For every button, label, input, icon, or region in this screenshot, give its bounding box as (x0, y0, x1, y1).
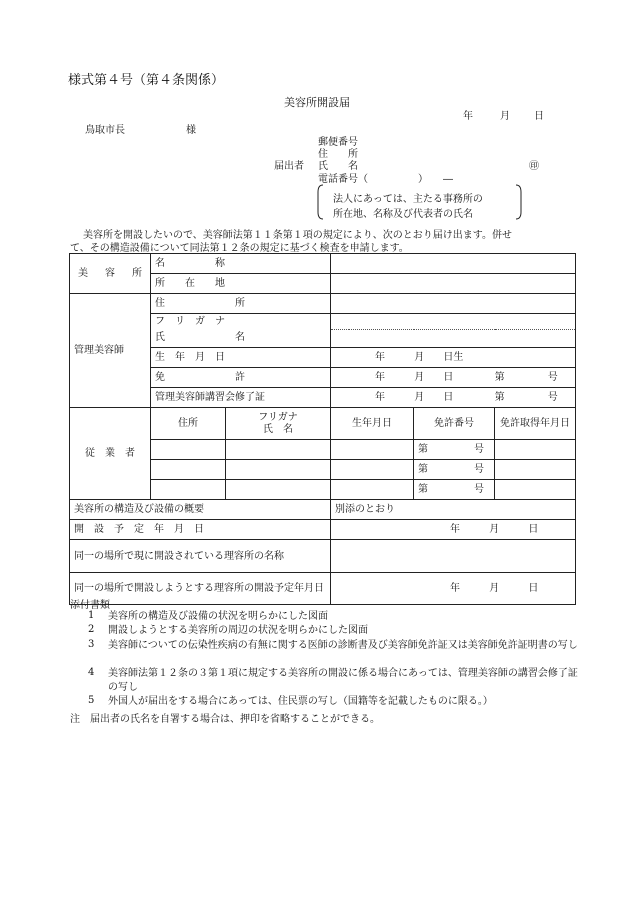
attachment-5-text: 外国人が届出をする場合にあっては、住民票の写し（国籍等を記載したものに限る。） (108, 696, 493, 707)
applicant-address-label: 住 所 (318, 149, 358, 160)
manager-birth-field[interactable]: 年 月 日生 (331, 348, 576, 368)
staff-header-address: 住所 (151, 408, 226, 440)
staff-name-field[interactable] (226, 480, 331, 500)
applicant-phone-label: 電話番号（ ） ― (318, 174, 453, 185)
staff-name-field[interactable] (226, 440, 331, 460)
manager-section-label: 管理美容師 (70, 294, 151, 408)
corporate-note-line-2: 所在地、名称及び代表者の氏名 (333, 209, 473, 220)
intro-line-2: て、その構造設備について同法第１２条の規定に基づく検査を申請します。 (70, 243, 409, 254)
intro-line-1: 美容所を開設したいので、美容師法第１１条第１項の規定により、次のとおり届け出ます。併せ (83, 230, 512, 241)
staff-section-label: 従 業 者 (70, 408, 151, 500)
structure-value: 別添のとおり (331, 500, 576, 520)
attachment-2-num: 2 (88, 624, 95, 635)
attachment-3-text: 美容師についての伝染性疾病の有無に関する医師の診断書及び美容師免許証又は美容師免許証明書の写し (108, 640, 578, 651)
staff-license-date-field[interactable] (495, 460, 576, 480)
corporate-note-line-1: 法人にあっては、主たる事務所の (333, 194, 483, 205)
manager-furigana-label: フ リ ガ ナ (151, 314, 331, 330)
staff-address-field[interactable] (151, 460, 226, 480)
manager-license-label: 免 許 (151, 368, 331, 388)
applicant-label: 届出者 (274, 161, 304, 172)
staff-header-license-date: 免許取得年月日 (495, 408, 576, 440)
staff-license-date-field[interactable] (495, 480, 576, 500)
form-title: 美容所開設届 (284, 96, 350, 109)
staff-header-license-no: 免許番号 (414, 408, 495, 440)
manager-license-field[interactable]: 年 月 日 第 号 (331, 368, 576, 388)
attachments-heading: 添付書類 (70, 600, 110, 611)
attachment-2-text: 開設しようとする美容所の周辺の状況を明らかにした図面 (108, 625, 368, 636)
staff-license-no-field[interactable]: 第 号 (414, 480, 495, 500)
manager-name-field[interactable] (331, 330, 576, 348)
manager-name-label: 氏 名 (151, 330, 331, 348)
staff-birth-field[interactable] (331, 440, 414, 460)
seal-omission-note: 注 届出者の氏名を自署する場合は、押印を省略することができる。 (70, 714, 380, 725)
opening-date-field[interactable]: 年 月 日 (331, 520, 576, 540)
manager-birth-label: 生 年 月 日 (151, 348, 331, 368)
application-form-table (69, 253, 576, 605)
staff-header-name: フリガナ 氏 名 (226, 408, 331, 440)
staff-address-field[interactable] (151, 480, 226, 500)
form-number: 様式第４号（第４条関係） (68, 73, 225, 88)
applicant-name-label: 氏 名 (318, 161, 358, 172)
attachment-4-text: 美容師法第１２条の３第１項に規定する美容所の開設に係る場合にあっては、管理美容師の講習会修了証の写し (108, 668, 578, 693)
date-day: 日 (534, 111, 544, 122)
manager-course-field[interactable]: 年 月 日 第 号 (331, 388, 576, 408)
staff-name-field[interactable] (226, 460, 331, 480)
salon-section-label: 美 容 所 (70, 254, 151, 294)
attachment-1-text: 美容所の構造及び設備の状況を明らかにした図面 (108, 611, 328, 622)
salon-name-label: 名 称 (151, 254, 331, 274)
date-month: 月 (500, 111, 510, 122)
attachment-5-num: 5 (88, 695, 95, 706)
addressee-name: 鳥取市長 (85, 125, 125, 136)
staff-birth-field[interactable] (331, 480, 414, 500)
manager-address-field[interactable] (331, 294, 576, 314)
applicant-postal-label: 郵便番号 (318, 137, 358, 148)
staff-address-field[interactable] (151, 440, 226, 460)
seal-mark: ㊞ (529, 161, 539, 172)
barber-planned-field[interactable]: 年 月 日 (331, 573, 576, 605)
staff-header-birthdate: 生年月日 (331, 408, 414, 440)
barber-planned-label: 同一の場所で開設しようとする理容所の開設予定年月日 (70, 573, 331, 605)
manager-course-label: 管理美容師講習会修了証 (151, 388, 331, 408)
attachment-4-num: 4 (88, 667, 95, 678)
salon-location-field[interactable] (331, 274, 576, 294)
staff-birth-field[interactable] (331, 460, 414, 480)
date-year: 年 (463, 111, 473, 122)
addressee-honorific: 様 (186, 125, 196, 136)
attachment-3-num: 3 (88, 639, 95, 650)
staff-license-no-field[interactable]: 第 号 (414, 460, 495, 480)
barber-existing-field[interactable] (331, 540, 576, 573)
salon-location-label: 所 在 地 (151, 274, 331, 294)
manager-furigana-field[interactable] (331, 314, 576, 330)
salon-name-field[interactable] (331, 254, 576, 274)
opening-date-label: 開 設 予 定 年 月 日 (70, 520, 331, 540)
staff-license-no-field[interactable]: 第 号 (414, 440, 495, 460)
structure-label: 美容所の構造及び設備の概要 (70, 500, 331, 520)
attachment-1-num: 1 (88, 610, 95, 621)
staff-license-date-field[interactable] (495, 440, 576, 460)
barber-existing-label: 同一の場所で現に開設されている理容所の名称 (70, 540, 331, 573)
manager-address-label: 住 所 (151, 294, 331, 314)
